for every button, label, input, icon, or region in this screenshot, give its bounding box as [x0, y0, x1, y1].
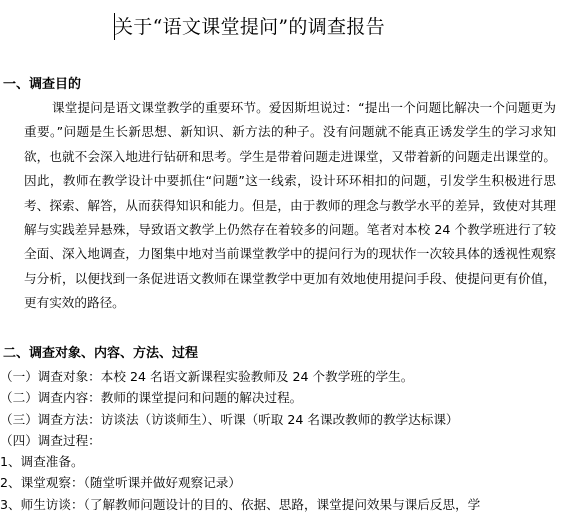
purpose-paragraph: 课堂提问是语文课堂教学的重要环节。爱因斯坦说过：“提出一个问题比解决一个问题更为重要。”问题是生长新思想、新知识、新方法的种子。没有问题就不能真正诱发学生的学习求知欲，也就不会深入地进行钻研和思考。学生是带着问题走进课堂，又带着新的问题走出课堂的。因此，教师在教学设计中要抓住“问题”这一线索，设计环环相扣的问题，引发学生积极进行思考、探索、解答，从而获得知识和能力。但是，由于教师的理念与教学水平的差异，致使对其理解与实践差异悬殊，导致语文教学上仍然存在着较多的问题。笔者对本校 24 个教学班进行了较全面、深入地调查，力图集中地对当前课堂教学中的提问行为的现状作一次较具体的透视性观察与分析，以便找到一条促进语文教师在课堂教学中更加有效地使用提问手段、使提问更有价值，更有实效的路径。	[24, 100, 556, 311]
list-item: （四）调查过程：	[0, 432, 101, 448]
list-item: （三）调查方法：访谈法（访谈师生）、听课（听取 24 名课改教师的教学达标课）	[0, 411, 459, 427]
list-item: 3、师生访谈：（了解教师问题设计的目的、依据、思路，课堂提问效果与课后反思，学	[0, 496, 481, 512]
list-item: 2、课堂观察：（随堂听课并做好观察记录）	[0, 475, 241, 491]
survey-details-list	[0, 366, 563, 515]
list-item: 1、调查准备。	[0, 454, 84, 470]
section-heading-survey: 二、调查对象、内容、方法、过程	[3, 346, 199, 361]
list-item: （一）调查对象：本校 24 名语文新课程实验教师及 24 个教学班的学生。	[0, 369, 414, 384]
list-item: （二）调查内容：教师的课堂提问和问题的解决过程。	[0, 390, 303, 406]
document-title: 关于“语文课堂提问”的调查报告	[114, 16, 385, 38]
section-heading-purpose: 一、调查目的	[3, 77, 82, 92]
